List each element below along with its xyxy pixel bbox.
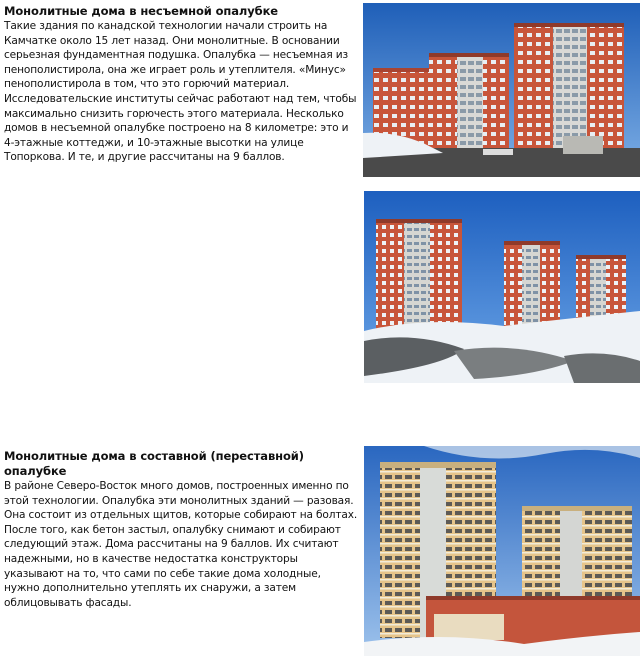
photo-buildings-3 xyxy=(364,446,640,656)
section-text: В районе Северо-Восток много домов, построенных именно по этой технологии. Опалубка эти монолитных зданий — разовая. Она состоит из отдельных щитов, которые собирают на болтах. После того, как бетон застыл, опалубку снимают и собирают следующий этаж. Дома рассчитаны на 9 баллов. Их считают надежными, но в качестве недостатка конструкторы указывают на то, что сами по себе такие дома холодные, нужно дополнительно утеплять их снаружи, а затем облицовывать фасады. xyxy=(4,480,358,609)
photo-buildings-2 xyxy=(364,191,640,383)
section-title: Монолитные дома в несъемной опалубке xyxy=(4,4,278,18)
section-removable-formwork xyxy=(4,449,358,610)
section-fixed-formwork xyxy=(4,4,358,165)
photo-buildings-1 xyxy=(363,3,640,177)
section-title: Монолитные дома в составной (переставной) опалубке xyxy=(4,449,304,478)
section-text: Такие здания по канадской технологии начали строить на Камчатке около 15 лет назад. Они монолитные. В основании серьезная фундаментная подушка. Опалубка — несъемная из пенополистирола, она же играет роль и утеплителя. «Минус» пенополистирола в том, что это горючий материал. Исследовательские институты сейчас работают над тем, чтобы максимально снизить горючесть этого материала. Несколько домов в несъемной опалубке построено на 8 километре: это и 4-этажные коттеджи, и 10-этажные высотки на улице Топоркова. И те, и другие рассчитаны на 9 баллов. xyxy=(4,20,357,164)
